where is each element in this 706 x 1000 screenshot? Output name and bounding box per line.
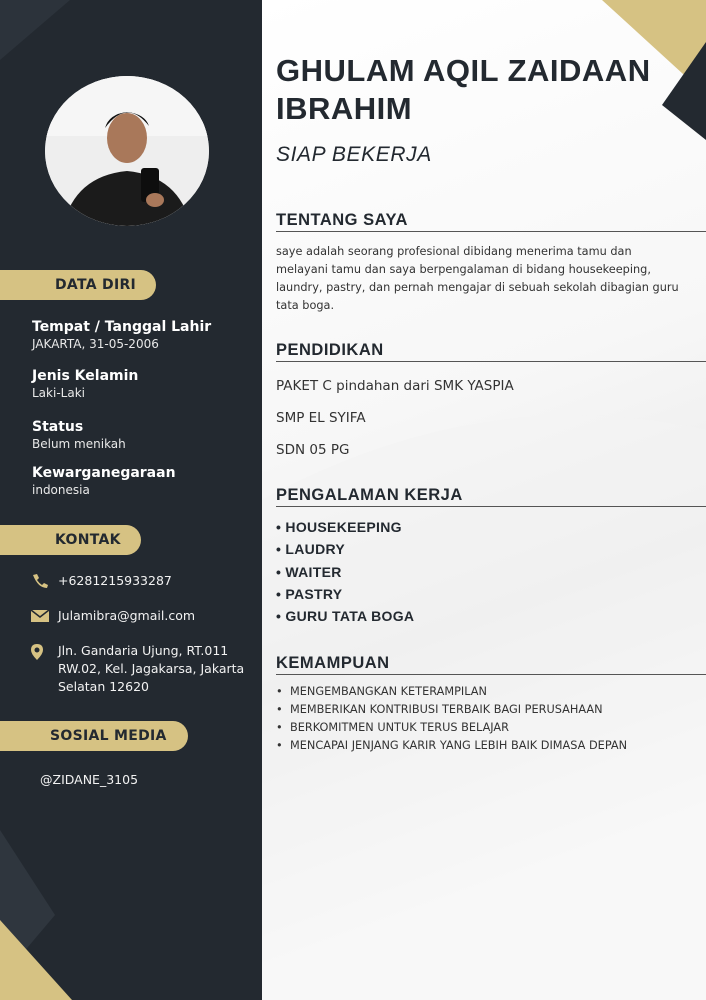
section-kontak: KONTAK <box>0 525 141 555</box>
address-text: Jln. Gandaria Ujung, RT.011 RW.02, Kel. Jagakarsa, Jakarta Selatan 12620 <box>58 643 245 694</box>
experience-item: • HOUSEKEEPING <box>276 516 414 538</box>
field-label: Kewarganegaraan <box>32 465 176 481</box>
field-status <box>32 418 126 452</box>
skill-item: • MENGEMBANGKAN KETERAMPILAN <box>276 683 636 701</box>
experience-list <box>276 516 414 627</box>
sidebar-bottom-decoration <box>0 820 262 1000</box>
main-content <box>262 0 706 1000</box>
social-handle[interactable]: @ZIDANE_3105 <box>40 772 139 787</box>
contact-address <box>30 642 248 696</box>
field-value: indonesia <box>32 483 90 497</box>
field-label: Tempat / Tanggal Lahir <box>32 319 212 335</box>
field-birth <box>32 318 211 352</box>
education-title: PENDIDIKAN <box>276 341 706 362</box>
experience-item: • WAITER <box>276 561 414 583</box>
field-value: JAKARTA, 31-05-2006 <box>32 337 159 351</box>
experience-title: PENGALAMAN KERJA <box>276 486 706 507</box>
education-item: SMP EL SYIFA <box>276 410 366 426</box>
about-text: saye adalah seorang profesional dibidang menerima tamu dan melayani tamu dan saya berpengalaman di bidang housekeeping, laundry, pastry, dan pernah mengajar di sebuah sekolah dibagian guru tata boga. <box>276 245 679 312</box>
field-label: Status <box>32 419 84 435</box>
field-citizenship <box>32 464 176 498</box>
skills-title: KEMAMPUAN <box>276 654 706 675</box>
field-gender <box>32 367 138 401</box>
skill-item: • MENCAPAI JENJANG KARIR YANG LEBIH BAIK DIMASA DEPAN <box>276 737 636 755</box>
phone-icon <box>30 573 50 589</box>
skill-item: • BERKOMITMEN UNTUK TERUS BELAJAR <box>276 719 636 737</box>
experience-item: • GURU TATA BOGA <box>276 605 414 627</box>
skill-item: • MEMBERIKAN KONTRIBUSI TERBAIK BAGI PERUSAHAAN <box>276 701 636 719</box>
profile-photo <box>45 76 209 226</box>
contact-phone[interactable] <box>30 573 172 589</box>
experience-item: • LAUDRY <box>276 538 414 560</box>
contact-email[interactable] <box>30 608 195 624</box>
about-title: TENTANG SAYA <box>276 211 706 232</box>
mail-icon <box>30 608 50 624</box>
section-sosial-media: SOSIAL MEDIA <box>0 721 188 751</box>
job-status: SIAP BEKERJA <box>276 143 432 166</box>
education-item: SDN 05 PG <box>276 442 350 458</box>
phone-text: +6281215933287 <box>58 573 172 588</box>
field-label: Jenis Kelamin <box>32 368 139 384</box>
sidebar <box>0 0 262 1000</box>
location-pin-icon <box>30 642 50 660</box>
section-data-diri: DATA DIRI <box>0 270 156 300</box>
full-name: GHULAM AQIL ZAIDAAN IBRAHIM <box>276 53 651 126</box>
field-value: Laki-Laki <box>32 386 85 400</box>
experience-item: • PASTRY <box>276 583 414 605</box>
field-value: Belum menikah <box>32 437 126 451</box>
email-text: Julamibra@gmail.com <box>58 608 196 623</box>
education-item: PAKET C pindahan dari SMK YASPIA <box>276 378 514 394</box>
skills-list <box>276 683 636 755</box>
